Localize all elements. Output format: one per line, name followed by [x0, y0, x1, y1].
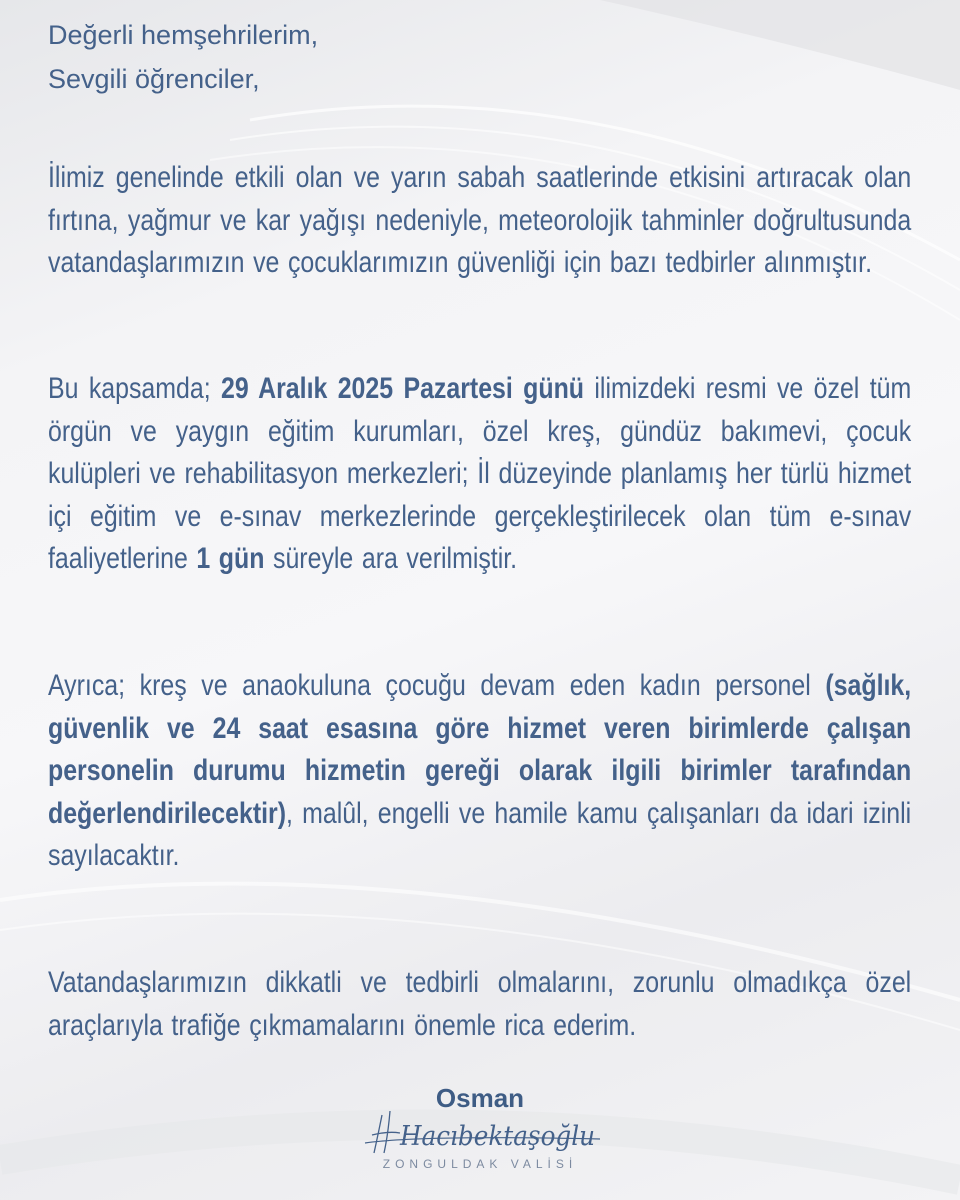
greeting-line-2: Sevgili öğrenciler, [48, 64, 260, 94]
paragraph-1: İlimiz genelinde etkili olan ve yarın sabah saatlerinde etkisini artıracak olan fırtına, yağmur ve kar yağışı nedeniyle, meteorolojik tahminler doğrultusunda vatandaşlarımızın ve çocuklarımızın güvenliği için bazı tedbirler alınmıştır. [48, 161, 912, 279]
p2-date-bold: 29 Aralık 2025 Pazartesi günü [220, 372, 585, 405]
signature-block [340, 1083, 620, 1183]
greeting-line-1: Değerli hemşehrilerim, [48, 20, 319, 50]
signature-title: ZONGULDAK VALİSİ [382, 1157, 578, 1171]
p3-bold-note: (sağlık, güvenlik ve 24 saat esasına göre hizmet veren birimlerde çalışan personelin durumu hizmetin gereği olarak ilgili birimler tarafından değerlendirilecektir) [48, 669, 912, 830]
p3-text-c: , malûl, engelli ve hamile kamu çalışanları da idari izinli sayılacaktır. [48, 796, 912, 872]
signature-script-surname [360, 1105, 605, 1160]
signature-script-text: Hacıbektaşoğlu [399, 1121, 595, 1152]
paragraph-4: Vatandaşlarımızın dikkatli ve tedbirli olmalarını, zorunlu olmadıkça özel araçlarıyla trafiğe çıkmamalarını önemle rica ederim. [48, 966, 912, 1042]
paragraph-2 [48, 368, 911, 581]
p3-text-a: Ayrıca; kreş ve anaokuluna çocuğu devam eden kadın personel [48, 669, 826, 702]
signature-first-name: Osman [435, 1083, 525, 1113]
paragraph-3 [48, 665, 911, 878]
p2-duration-bold: 1 gün [196, 542, 265, 575]
p2-text-c: ilimizdeki resmi ve özel tüm örgün ve yaygın eğitim kurumları, özel kreş, gündüz bakımevi, çocuk kulüpleri ve rehabilitasyon merkezleri; İl düzeyinde planlamış her türlü hizmet içi eğitim ve e-sınav merkezlerinde gerçekleştirilecek olan tüm e-sınav faaliyetlerine [48, 372, 912, 575]
p2-text-a: Bu kapsamda; [48, 372, 221, 405]
p2-text-e: süreyle ara verilmiştir. [264, 542, 518, 575]
